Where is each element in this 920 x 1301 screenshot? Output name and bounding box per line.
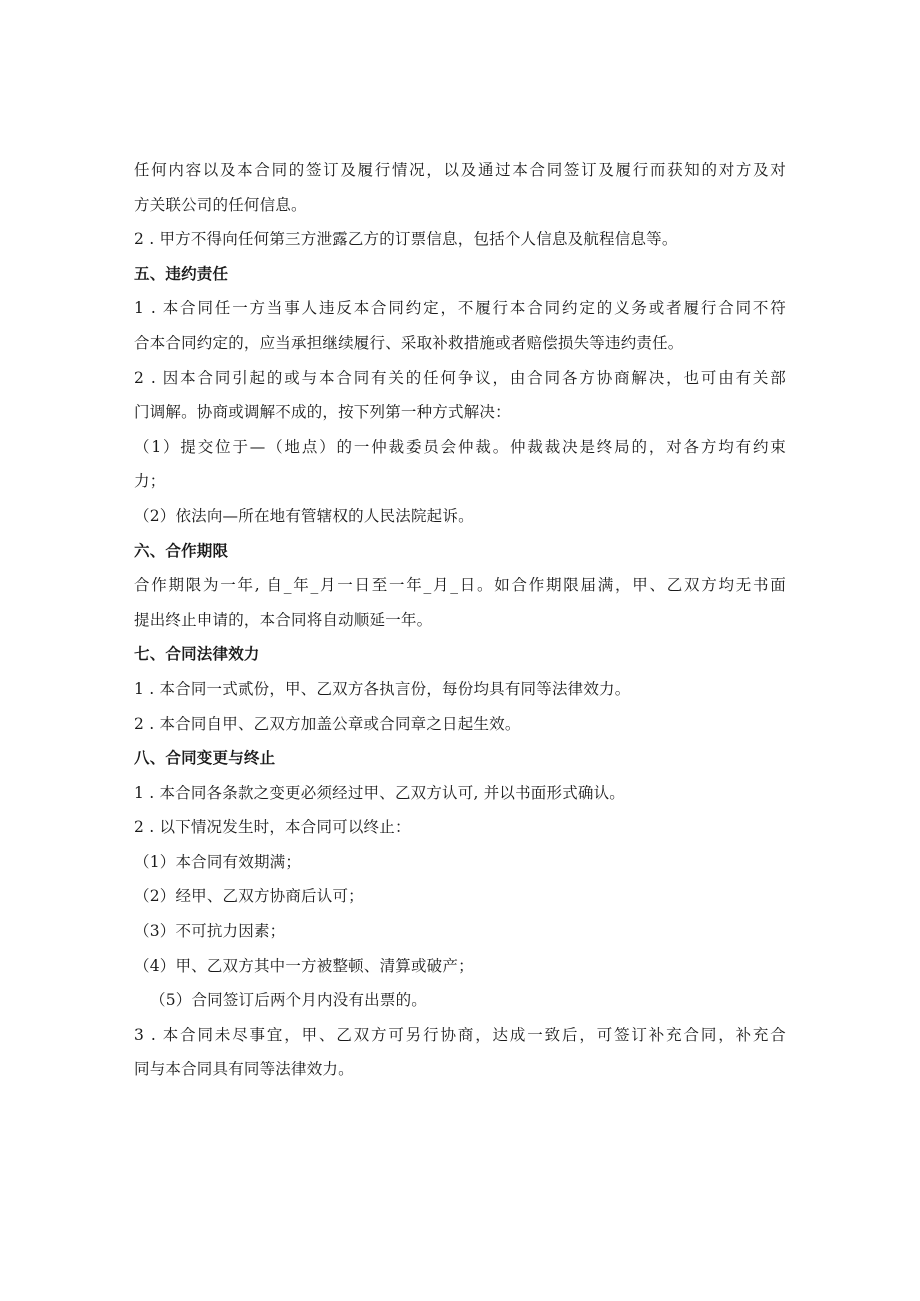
document-body <box>134 153 786 1087</box>
text-line: 提出终止申请的，本合同将自动顺延一年。 <box>134 610 433 629</box>
text-line: （4）甲、乙双方其中一方被整顿、清算或破产； <box>134 956 474 975</box>
text-line: 同与本合同具有同等法律效力。 <box>134 1060 354 1079</box>
text-line: 方关联公司的任何信息。 <box>134 195 307 214</box>
text-line: 1 . 本合同任一方当事人违反本合同约定，不履行本合同约定的义务或者履行合同不符 <box>134 299 786 318</box>
section-heading-legal-effect: 七、合同法律效力 <box>134 645 260 664</box>
text-line: 合本合同约定的，应当承担继续履行、采取补救措施或者赔偿损失等违约责任。 <box>134 333 684 352</box>
text-line: 2 . 本合同自甲、乙双方加盖公章或合同章之日起生效。 <box>134 714 521 733</box>
text-line: 合作期限为一年, 自_年_月一日至一年_月_日。如合作期限届满，甲、乙双方均无书面 <box>134 576 786 595</box>
text-line: （5）合同签订后两个月内没有出票的。 <box>150 991 427 1010</box>
section-heading-change-termination: 八、合同变更与终止 <box>134 749 276 768</box>
text-line: 力； <box>134 472 166 491</box>
section-heading-breach: 五、违约责任 <box>134 264 229 283</box>
text-line: （1）提交位于—（地点）的一仲裁委员会仲裁。仲裁裁决是终局的，对各方均有约束 <box>134 437 786 456</box>
text-line: 2 . 甲方不得向任何第三方泄露乙方的订票信息，包括个人信息及航程信息等。 <box>134 230 678 249</box>
text-line: 2 . 因本合同引起的或与本合同有关的任何争议，由合同各方协商解决，也可由有关部 <box>134 368 786 387</box>
section-heading-term: 六、合作期限 <box>134 541 229 560</box>
text-line: 1 . 本合同一式贰份，甲、乙双方各执言份，每份均具有同等法律效力。 <box>134 679 631 698</box>
text-line: 1 . 本合同各条款之变更必须经过甲、乙双方认可, 并以书面形式确认。 <box>134 783 625 802</box>
text-line: （3）不可抗力因素； <box>134 922 286 941</box>
text-line: 2 . 以下情况发生时，本合同可以终止： <box>134 818 411 837</box>
text-line: （1）本合同有效期满； <box>134 852 302 871</box>
text-line: 任何内容以及本合同的签订及履行情况，以及通过本合同签订及履行而获知的对方及对 <box>134 161 786 179</box>
text-line: 门调解。协商或调解不成的，按下列第一种方式解决： <box>134 403 511 422</box>
text-line: 3 . 本合同未尽事宜，甲、乙双方可另行协商，达成一致后，可签订补充合同，补充合 <box>134 1025 786 1044</box>
text-line: （2）依法向—所在地有管辖权的人民法院起诉。 <box>134 506 474 525</box>
text-line: （2）经甲、乙双方协商后认可； <box>134 887 364 906</box>
